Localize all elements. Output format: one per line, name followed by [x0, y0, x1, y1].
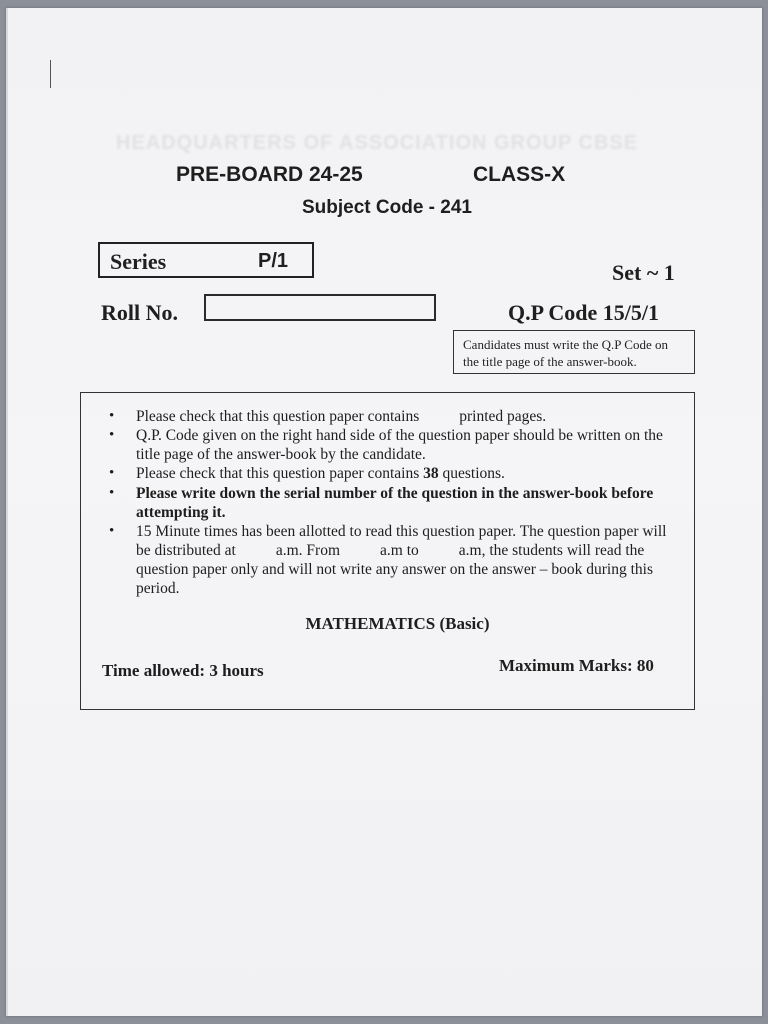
subject-code: Subject Code - 241 — [302, 197, 472, 218]
bullet-icon: • — [109, 427, 115, 443]
time-allowed: Time allowed: 3 hours — [102, 661, 264, 680]
instruction-text: a.m to — [380, 542, 419, 559]
instruction-item — [109, 464, 679, 483]
faint-header-text: HEADQUARTERS OF ASSOCIATION GROUP CBSE — [116, 132, 639, 154]
bullet-icon: • — [109, 523, 115, 539]
question-paper-sheet — [6, 8, 762, 1016]
instructions-box — [80, 392, 695, 710]
question-count: 38 — [423, 465, 439, 482]
series-box — [98, 242, 314, 278]
instruction-text: questions. — [442, 465, 505, 482]
instruction-text: a.m. From — [275, 542, 341, 559]
maximum-marks: Maximum Marks: 80 — [499, 656, 654, 675]
instruction-item — [109, 484, 679, 522]
roll-number-label: Roll No. — [101, 300, 178, 325]
instruction-text: Please check that this question paper contains — [136, 465, 420, 482]
bullet-icon: • — [109, 465, 115, 481]
instruction-text: Q.P. Code given on the right hand side of the question paper should be written on the title page of the answer-book by the candidate. — [136, 427, 663, 463]
instruction-item — [109, 426, 679, 464]
pen-mark — [50, 60, 51, 88]
class-title: CLASS-X — [473, 163, 566, 186]
instruction-text: Please write down the serial number of the question in the answer-book before attempting it. — [136, 485, 654, 521]
instruction-item — [109, 407, 679, 426]
instruction-text: 15 Minute times has been allotted to read this question paper. The question paper will be distributed at — [136, 523, 667, 559]
instruction-item — [109, 522, 679, 598]
set-label: Set ~ 1 — [612, 260, 675, 285]
subject-title: MATHEMATICS (Basic) — [305, 614, 490, 633]
paper-edge — [6, 8, 8, 1016]
instructions-list — [109, 407, 679, 598]
series-value: P/1 — [258, 250, 289, 272]
bullet-icon: • — [109, 408, 115, 424]
preboard-title: PRE-BOARD 24-25 — [176, 163, 363, 186]
instruction-text: Please check that this question paper contains — [136, 408, 420, 425]
series-label: Series — [110, 249, 167, 274]
instruction-text: a.m, the students will read the question paper only and will not write any answer on the answer – book during this period. — [136, 542, 653, 597]
qp-code: Q.P Code 15/5/1 — [508, 300, 659, 325]
roll-number-field[interactable] — [204, 294, 436, 321]
instruction-text: printed pages. — [459, 408, 547, 425]
bullet-icon: • — [109, 485, 115, 501]
candidates-note: Candidates must write the Q.P Code on the title page of the answer-book. — [453, 330, 695, 374]
